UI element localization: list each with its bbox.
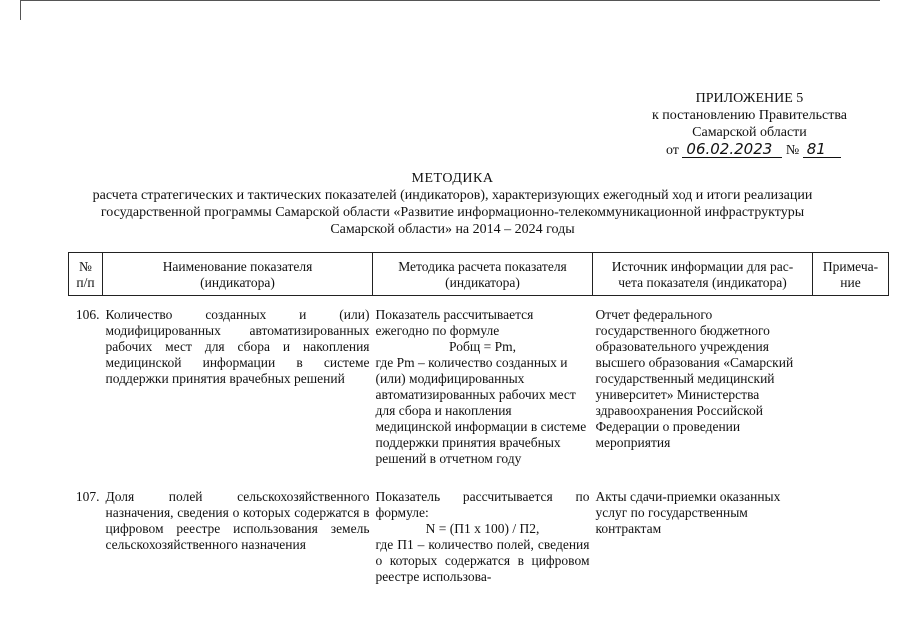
row-source: Отчет федерального государственного бюджетного образовательного учреждения высшего образования «Самарский государственный медицинский университет» Министерства здравоохранения Российской Федерации о проведении мероприятия	[595, 307, 794, 450]
header-indicator-name: Наименование показателя (индикатора)	[103, 253, 373, 296]
handwritten-number: 81	[803, 142, 841, 158]
title-line-3: Самарской области» на 2014 – 2024 годы	[330, 222, 575, 237]
method-intro: Показатель рассчитывается ежегодно по формуле	[375, 307, 534, 338]
method-description: где Рm – количество созданных и (или) модифицированных автоматизированных рабочих мест для сбора и накопления медицинской информации в системе поддержки принятия врачебных решений в отчетном году	[375, 355, 587, 466]
header-note: Примеча- ние	[813, 253, 889, 296]
row-note	[813, 296, 889, 468]
row-method	[373, 296, 593, 468]
method-formula: N = (П1 x 100) / П2,	[425, 521, 540, 536]
indicators-table	[68, 252, 889, 585]
header-number: № п/п	[69, 253, 103, 296]
method-description: где П1 – количество полей, сведения о которых содержатся в цифровом реестре использова-	[375, 537, 590, 584]
handwritten-date: 06.02.2023	[682, 142, 782, 158]
header-source: Источник информации для рас- чета показателя (индикатора)	[593, 253, 813, 296]
title-heading: МЕТОДИКА	[411, 171, 494, 186]
table-row	[69, 296, 889, 468]
page-left-border	[20, 0, 21, 20]
table-row	[69, 467, 889, 585]
document-title	[0, 170, 905, 238]
row-number: 106.	[75, 307, 100, 322]
table-header-row	[69, 253, 889, 296]
row-note	[813, 467, 889, 585]
appendix-title: ПРИЛОЖЕНИЕ 5	[695, 91, 804, 106]
page-top-border	[20, 0, 880, 1]
number-prefix: №	[785, 143, 800, 158]
date-prefix: от	[665, 143, 679, 158]
appendix-date-line	[652, 142, 847, 159]
row-number: 107.	[75, 489, 100, 504]
method-formula: Робщ = Рm,	[449, 339, 516, 354]
appendix-decree: к постановлению Правительства	[651, 108, 847, 123]
row-source: Акты сдачи-приемки оказанных услуг по государственным контрактам	[595, 489, 781, 536]
row-indicator-name: Доля полей сельскохозяйственного назначения, сведения о которых содержатся в цифровом реестре использования земель сельскохозяйственного назначения	[105, 489, 370, 552]
title-line-2: государственной программы Самарской области «Развитие информационно-телекоммуникационной инфраструктуры	[100, 205, 805, 220]
row-method	[373, 467, 593, 585]
appendix-region: Самарской области	[692, 125, 807, 140]
method-intro: Показатель рассчитывается по формуле:	[375, 489, 590, 520]
title-line-1: расчета стратегических и тактических показателей (индикаторов), характеризующих ежегодный ход и итоги реализации	[92, 188, 813, 203]
row-indicator-name: Количество созданных и (или) модифицированных автоматизированных рабочих мест для сбора и накопления медицинской информации в системе поддержки принятия врачебных решений	[105, 307, 370, 386]
header-method: Методика расчета показателя (индикатора)	[373, 253, 593, 296]
appendix-block	[652, 90, 847, 159]
